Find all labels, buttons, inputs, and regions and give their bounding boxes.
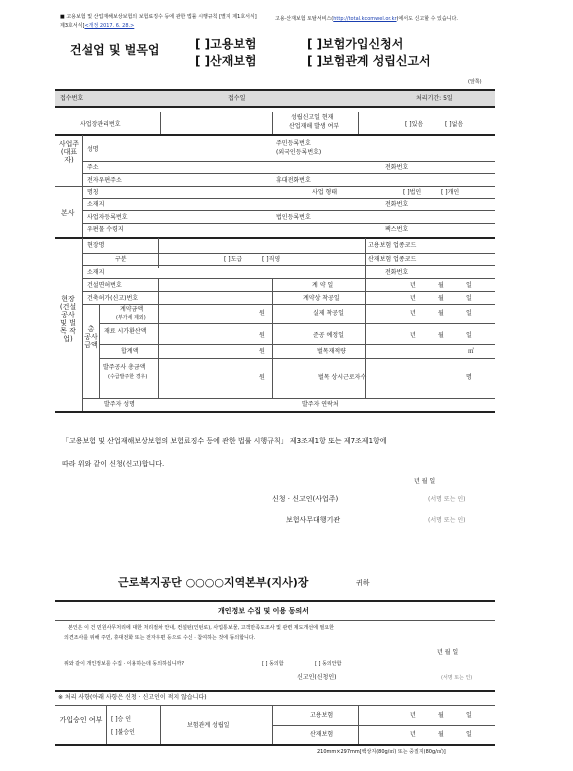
client-amt-note: (수급발주한 경우) (108, 374, 148, 380)
won-unit: 원 (259, 374, 265, 381)
rule (365, 238, 366, 278)
statement-line1: 「고용보험 및 산업재해보상보험의 보험료징수 등에 관한 법률 시행규칙」 제3조제1항 또는 제7조제1항에 (62, 437, 387, 445)
rule (55, 620, 495, 621)
contract-amt-label: 계약금액 (120, 306, 144, 313)
ymd-year: 년 (410, 731, 416, 738)
owner-name-label: 성명 (87, 146, 99, 153)
online-note: 고용·산재보험 토탈서비스(http://total.kcomwel.or.kr)에서도 신고할 수 있습니다. (275, 16, 458, 22)
rule (82, 291, 495, 292)
ymd-day: 일 (466, 731, 472, 738)
hq-post-label: 우편물 수령지 (87, 226, 124, 233)
statement-date: 년 월 일 (414, 478, 436, 485)
rule (82, 398, 495, 399)
ymd-year: 년 (410, 310, 416, 317)
won-unit: 원 (259, 332, 265, 339)
rule (55, 106, 495, 108)
ymd-day: 일 (466, 295, 472, 302)
rule (55, 89, 495, 91)
rule (55, 186, 495, 187)
form-title: 건설업 및 벌목업 (70, 43, 160, 57)
material-label: 재료 시가환산액 (104, 328, 147, 335)
rule (272, 278, 273, 398)
rule (106, 706, 107, 744)
vat-note: (부가세 제외) (116, 315, 146, 321)
owner-email-label: 전자우편주소 (87, 177, 122, 184)
volume-label: 벌목재적량 (317, 348, 346, 355)
site-ind-code-label: 산재보험 업종코드 (368, 256, 417, 263)
workers-label: 벌목 상시근로자수 (318, 374, 367, 381)
rule (99, 305, 100, 398)
checkbox-employment-insurance[interactable]: [ ]고용보험 (195, 37, 257, 51)
applicant-label: 신청 · 신고인(사업주) (272, 495, 339, 503)
approve-no[interactable]: [ ]불승인 (111, 729, 135, 736)
won-unit: 원 (259, 348, 265, 355)
processing-note: ※ 처리 사항(아래 사항은 신청 · 신고인이 적지 않습니다) (58, 694, 207, 701)
rule (82, 187, 83, 237)
ymd-month: 월 (438, 295, 444, 302)
receipt-number-label: 접수번호 (60, 95, 84, 102)
rule (158, 278, 159, 398)
rule (55, 690, 495, 692)
est-report-label: 성립신고일 현재 (291, 114, 334, 121)
hq-section-label: 본사 (61, 209, 75, 217)
consent-signer: 신고인(신청인) (297, 674, 337, 681)
rule (55, 134, 495, 136)
owner-section-label: 사업주 (대표자) (58, 140, 80, 165)
rule (55, 411, 495, 413)
total-cost-group-label: 총 공사 금액 (84, 325, 98, 350)
ymd-month: 월 (438, 731, 444, 738)
paper-spec: 210mm×297mm[백상지(80g/㎡) 또는 중질지(80g/㎡)] (317, 749, 446, 755)
rule (55, 600, 495, 602)
checkbox-report[interactable]: [ ]보험관계 성립신고서 (307, 54, 431, 68)
agent-sign[interactable]: (서명 또는 인) (428, 517, 466, 524)
addressee: 근로복지공단 ○○○○지역본부(지사)장 (118, 576, 309, 589)
owner-frn-label: (외국인등록번호) (276, 149, 322, 156)
rule (82, 265, 495, 266)
rule (82, 173, 495, 174)
ymd-month: 월 (438, 310, 444, 317)
contract-date-label: 계 약 일 (312, 282, 334, 289)
ymd-year: 년 (410, 282, 416, 289)
rule (82, 198, 495, 199)
rule (160, 112, 161, 134)
rule (358, 112, 359, 134)
consent-sign[interactable]: (서명 또는 인) (441, 675, 473, 681)
owner-phone-label: 전화번호 (385, 164, 409, 171)
hq-name-label: 명칭 (87, 189, 99, 196)
rule (55, 237, 495, 239)
consent-title: 개인정보 수집 및 이용 동의서 (218, 607, 309, 615)
rule (82, 253, 495, 254)
rule (272, 725, 495, 726)
rule (82, 161, 495, 162)
page-side: (앞쪽) (468, 79, 482, 85)
rule (82, 210, 495, 211)
ymd-year: 년 (410, 295, 416, 302)
workers-unit: 명 (466, 374, 472, 381)
consent-body2: 의견조사를 위해 주민, 휴대전화 또는 전자우편 등으로 수신 · 참여하는 것에 동의합니다. (64, 635, 256, 641)
hq-loc-label: 소재지 (87, 201, 105, 208)
site-subcontract-checkbox[interactable]: [ ]도급 (224, 256, 243, 263)
site-phone-label: 전화번호 (385, 269, 409, 276)
agent-label: 보험사무대행기관 (286, 516, 341, 524)
form-legal-note: ■ 고용보험 및 산업재해보상보험의 보험료징수 등에 관한 법률 시행규칙 [별지 제1호서식] (60, 14, 257, 20)
permit-no-label: 건설면허번호 (87, 282, 122, 289)
ymd-year: 년 (410, 712, 416, 719)
receipt-date-label: 접수일 (228, 95, 246, 102)
ymd-day: 일 (466, 282, 472, 289)
rule (365, 278, 366, 398)
approval-label: 가입승인 여부 (59, 716, 103, 724)
emp-ins-label: 고용보험 (310, 712, 334, 719)
client-phone-label: 발주자 연락처 (302, 401, 339, 408)
rule (82, 304, 495, 305)
site-direct-checkbox[interactable]: [ ]직영 (262, 256, 281, 263)
hq-fax-label: 팩스번호 (385, 226, 409, 233)
checkbox-application[interactable]: [ ]보험가입신청서 (307, 37, 404, 51)
rule (55, 705, 495, 706)
end-date-label: 준공 예정일 (313, 332, 344, 339)
accident-label: 산업재해 발생 여부 (289, 123, 340, 130)
consent-question: 위와 같이 개인정보를 수집 · 이용하는데 동의하십니까? (64, 661, 185, 667)
ymd-month: 월 (438, 712, 444, 719)
addressee-suffix: 귀하 (356, 579, 370, 587)
client-name-label: 발주자 성명 (104, 401, 135, 408)
ymd-day: 일 (466, 310, 472, 317)
consent-disagree[interactable]: [ ] 동의안함 (315, 661, 342, 667)
hq-crn-label: 법인등록번호 (276, 214, 311, 221)
est-date-label: 보험관계 성립일 (187, 722, 230, 729)
won-unit: 원 (259, 310, 265, 317)
ymd-year: 년 (410, 332, 416, 339)
consent-agree[interactable]: [ ] 동의함 (262, 661, 284, 667)
site-name-label: 현장명 (87, 242, 105, 249)
ymd-month: 월 (438, 332, 444, 339)
hq-indiv-checkbox[interactable]: [ ]개인 (441, 189, 460, 196)
owner-mobile-label: 휴대전화번호 (276, 177, 311, 184)
accident-no[interactable]: [ ]없음 (445, 121, 464, 128)
approve-yes[interactable]: [ ]승 인 (111, 716, 132, 723)
online-link[interactable]: http://total.kcomwel.or.kr (333, 16, 397, 22)
hq-corp-checkbox[interactable]: [ ]법인 (403, 189, 422, 196)
mgmt-no-label: 사업장관리번호 (80, 121, 121, 128)
rule (272, 112, 273, 134)
applicant-sign[interactable]: (서명 또는 인) (428, 496, 466, 503)
owner-rrn-label: 주민등록번호 (276, 140, 311, 147)
site-section-label: 현장 (건설 공사 및 벌목 작업) (59, 295, 77, 344)
consent-body1: 본인은 이 건 민원사무처리에 대한 처리절차 안내, 컨설턴(인턴로), 사업통보물, 고객만족도조사 및 관련 제도개선에 필요한 (68, 625, 335, 631)
permit-report-label: 건축허가(신고)번호 (87, 295, 139, 302)
rule (55, 744, 495, 746)
ymd-day: 일 (466, 332, 472, 339)
rule (82, 278, 495, 279)
volume-unit: ㎥ (468, 348, 475, 355)
ind-ins-label: 산재보험 (310, 731, 334, 738)
accident-yes[interactable]: [ ]있음 (405, 121, 424, 128)
site-emp-code-label: 고용보험 업종코드 (368, 242, 417, 249)
client-amt-label: 발주공사 총금액 (103, 364, 146, 371)
contract-start-label: 계약상 착공일 (303, 295, 340, 302)
form-revision: 제3호서식]<개정 2017. 6. 28.> (60, 23, 135, 29)
hq-biztype-label: 사업 형태 (312, 189, 338, 196)
actual-start-label: 실제 착공일 (313, 310, 344, 317)
site-type-label: 구분 (115, 256, 127, 263)
hq-brn-label: 사업자등록번호 (87, 214, 128, 221)
hq-phone-label: 전화번호 (385, 201, 409, 208)
consent-date: 년 월 일 (437, 649, 459, 656)
ymd-month: 월 (438, 282, 444, 289)
processing-period: 처리기간: 5일 (416, 95, 453, 102)
site-loc-label: 소재지 (87, 269, 105, 276)
checkbox-accident-insurance[interactable]: [ ]산재보험 (195, 54, 257, 68)
rule (82, 223, 495, 224)
ymd-day: 일 (466, 712, 472, 719)
rule (158, 238, 159, 268)
rule (160, 706, 161, 744)
statement-line2: 따라 위와 같이 신청(신고)합니다. (62, 460, 165, 468)
owner-addr-label: 주소 (87, 164, 99, 171)
total-label: 합계액 (121, 348, 139, 355)
